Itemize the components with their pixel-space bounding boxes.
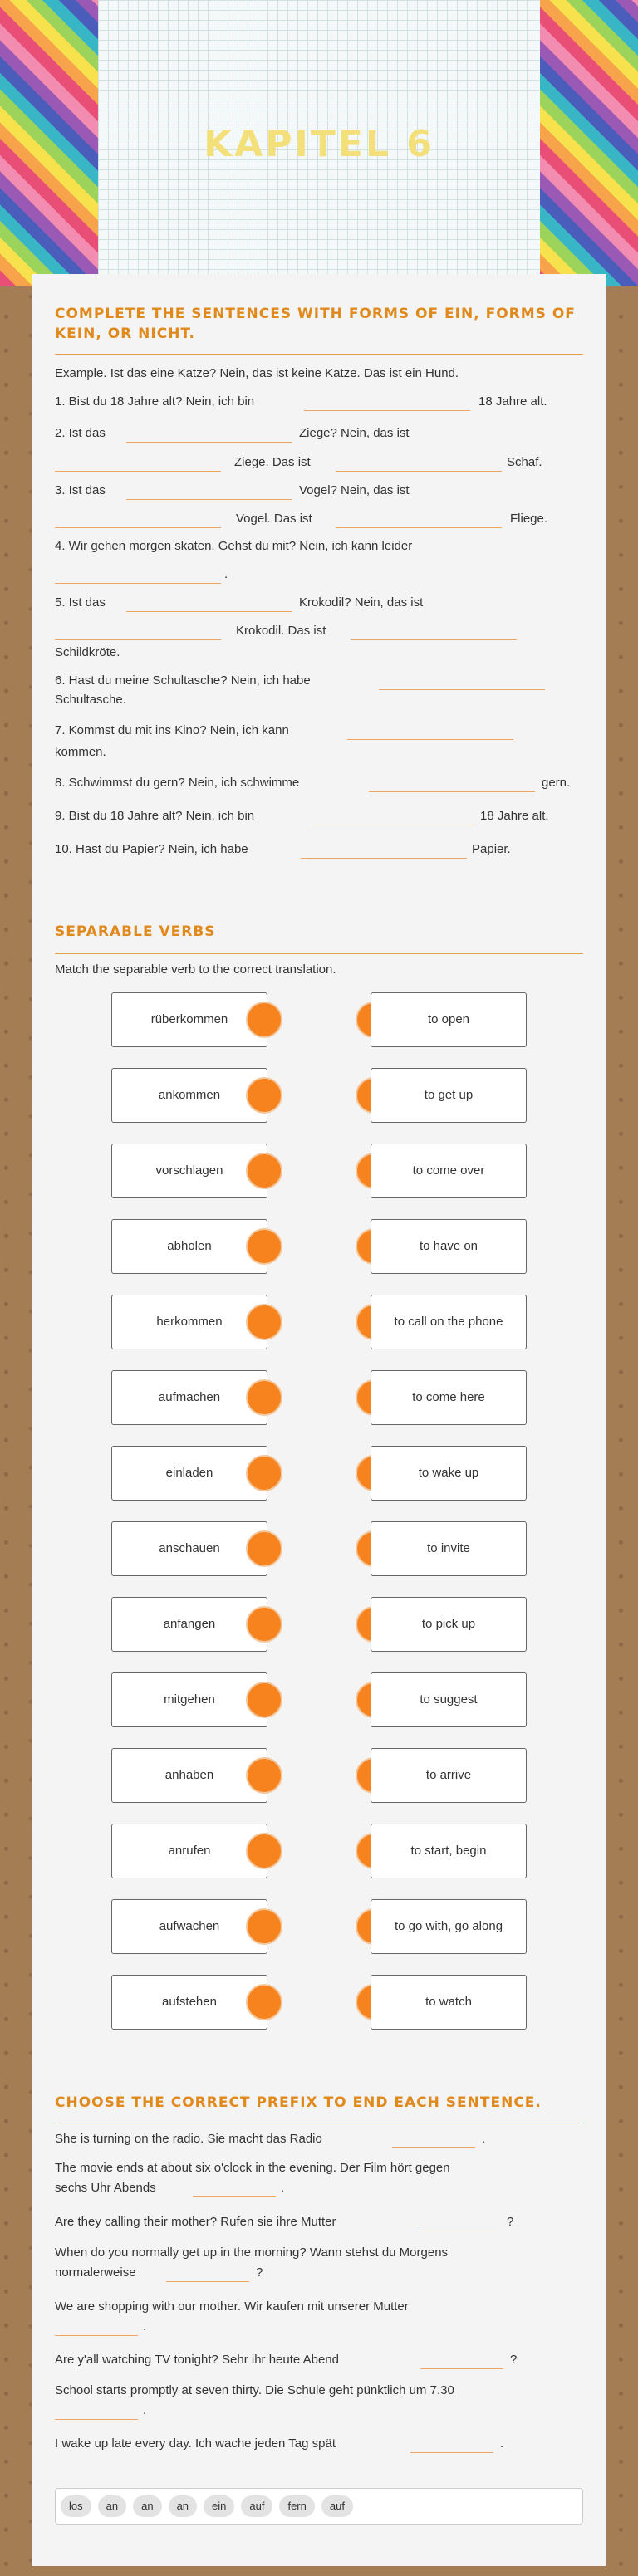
prefix-chip[interactable]: auf <box>241 2495 272 2517</box>
verb-box: abholen <box>111 1219 267 1274</box>
sentence-1-start: 1. Bist du 18 Jahre alt? Nein, ich bin <box>55 394 255 409</box>
sentence-3-end: Fliege. <box>510 512 548 526</box>
q7-drop-zone[interactable] <box>55 2419 138 2420</box>
sentence-5-start: 5. Ist das <box>55 595 106 610</box>
sentence-4-end: . <box>224 567 228 581</box>
sentence-1-end: 18 Jahre alt. <box>478 394 547 409</box>
verb-connector-dot[interactable] <box>246 1530 282 1567</box>
verb-connector-dot[interactable] <box>246 1228 282 1265</box>
blank-5c[interactable] <box>351 639 517 640</box>
section1-rule <box>55 354 583 355</box>
sentence-4-start: 4. Wir gehen morgen skaten. Gehst du mit? Nein, ich kann leider <box>55 539 413 553</box>
q4-text-2: normalerweise <box>55 2265 136 2280</box>
translation-box: to watch <box>371 1975 527 2030</box>
translation-box: to get up <box>371 1068 527 1123</box>
translation-box: to have on <box>371 1219 527 1274</box>
q6-text: Are y'all watching TV tonight? Sehr ihr heute Abend <box>55 2353 339 2367</box>
section2-rule <box>55 953 583 954</box>
blank-3c[interactable] <box>336 527 502 528</box>
blank-10[interactable] <box>301 858 467 859</box>
sentence-5-mid2: Krokodil. Das ist <box>236 624 326 638</box>
verb-connector-dot[interactable] <box>246 1002 282 1038</box>
sentence-7-start: 7. Kommst du mit ins Kino? Nein, ich kann <box>55 723 289 737</box>
section1-heading-line2: KEIN, OR NICHT. <box>55 326 195 342</box>
section2-instruction: Match the separable verb to the correct translation. <box>55 962 336 977</box>
q2-text-2: sechs Uhr Abends <box>55 2181 156 2195</box>
worksheet <box>32 274 606 2566</box>
section1-heading-line1: COMPLETE THE SENTENCES WITH FORMS OF EIN, FORMS OF <box>55 306 576 322</box>
verb-connector-dot[interactable] <box>246 1153 282 1189</box>
sentence-9-end: 18 Jahre alt. <box>480 809 549 823</box>
q2-end: . <box>281 2181 285 2195</box>
translation-box: to arrive <box>371 1748 527 1803</box>
sentence-5-mid: Krokodil? Nein, das ist <box>299 595 424 610</box>
q4-end: ? <box>256 2265 263 2280</box>
translation-box: to wake up <box>371 1446 527 1501</box>
verb-box: anhaben <box>111 1748 267 1803</box>
prefix-chip[interactable]: fern <box>279 2495 314 2517</box>
sentence-8-start: 8. Schwimmst du gern? Nein, ich schwimme <box>55 776 300 790</box>
q1-text: She is turning on the radio. Sie macht das Radio <box>55 2132 322 2146</box>
sentence-3-mid2: Vogel. Das ist <box>236 512 312 526</box>
header-banner <box>0 0 638 286</box>
prefix-word-bank <box>55 2488 583 2525</box>
sentence-2-start: 2. Ist das <box>55 426 106 440</box>
blank-3a[interactable] <box>126 499 292 500</box>
sentence-3-mid: Vogel? Nein, das ist <box>299 483 410 497</box>
sentence-10-start: 10. Hast du Papier? Nein, ich habe <box>55 842 248 856</box>
verb-connector-dot[interactable] <box>246 1455 282 1491</box>
q5-drop-zone[interactable] <box>55 2335 138 2336</box>
chevron-pattern-right <box>540 0 638 286</box>
sentence-8-end: gern. <box>542 776 571 790</box>
section2-heading: SEPARABLE VERBS <box>55 923 216 940</box>
sentence-2-mid: Ziege? Nein, das ist <box>299 426 410 440</box>
sentence-6-end: Schultasche. <box>55 693 126 707</box>
verb-connector-dot[interactable] <box>246 1984 282 2020</box>
q6-drop-zone[interactable] <box>420 2368 503 2369</box>
q4-text: When do you normally get up in the morning? Wann stehst du Morgens <box>55 2245 449 2260</box>
sentence-6-start: 6. Hast du meine Schultasche? Nein, ich habe <box>55 673 311 688</box>
verb-box: aufwachen <box>111 1899 267 1954</box>
verb-box: anrufen <box>111 1824 267 1878</box>
prefix-chip[interactable]: an <box>98 2495 126 2517</box>
section3-heading: CHOOSE THE CORRECT PREFIX TO END EACH SENTENCE. <box>55 2094 542 2111</box>
verb-box: herkommen <box>111 1295 267 1349</box>
verb-connector-dot[interactable] <box>246 1304 282 1340</box>
chevron-pattern-left <box>0 0 98 286</box>
prefix-chip[interactable]: los <box>61 2495 91 2517</box>
example-sentence: Example. Ist das eine Katze? Nein, das ist keine Katze. Das ist ein Hund. <box>55 366 459 380</box>
translation-box: to call on the phone <box>371 1295 527 1349</box>
verb-box: ankommen <box>111 1068 267 1123</box>
q2-drop-zone[interactable] <box>193 2196 276 2197</box>
translation-box: to suggest <box>371 1672 527 1727</box>
verb-box: aufstehen <box>111 1975 267 2030</box>
q5-end: . <box>143 2319 147 2334</box>
translation-box: to invite <box>371 1521 527 1576</box>
q8-end: . <box>500 2436 504 2451</box>
prefix-chip[interactable]: an <box>133 2495 161 2517</box>
translation-box: to start, begin <box>371 1824 527 1878</box>
section1-heading <box>55 304 576 344</box>
q7-text: School starts promptly at seven thirty. Die Schule geht pünktlich um 7.30 <box>55 2383 454 2397</box>
verb-connector-dot[interactable] <box>246 1908 282 1945</box>
blank-1[interactable] <box>304 410 470 411</box>
verb-box: mitgehen <box>111 1672 267 1727</box>
translation-box: to come here <box>371 1370 527 1425</box>
sentence-3-start: 3. Ist das <box>55 483 106 497</box>
q6-end: ? <box>510 2353 518 2367</box>
blank-4[interactable] <box>55 583 221 584</box>
blank-6[interactable] <box>379 689 545 690</box>
verb-box: einladen <box>111 1446 267 1501</box>
verb-connector-dot[interactable] <box>246 1606 282 1643</box>
verb-box: rüberkommen <box>111 992 267 1047</box>
verb-connector-dot[interactable] <box>246 1379 282 1416</box>
q8-text: I wake up late every day. Ich wache jeden Tag spät <box>55 2436 336 2451</box>
translation-box: to open <box>371 992 527 1047</box>
blank-2c[interactable] <box>336 471 502 472</box>
sentence-5-end: Schildkröte. <box>55 645 120 659</box>
q3-text: Are they calling their mother? Rufen sie ihre Mutter <box>55 2215 336 2229</box>
prefix-chip[interactable]: an <box>169 2495 197 2517</box>
verb-connector-dot[interactable] <box>246 1833 282 1869</box>
verb-connector-dot[interactable] <box>246 1077 282 1114</box>
sentence-7-end: kommen. <box>55 745 106 759</box>
sentence-9-start: 9. Bist du 18 Jahre alt? Nein, ich bin <box>55 809 255 823</box>
translation-box: to pick up <box>371 1597 527 1652</box>
verb-box: vorschlagen <box>111 1144 267 1198</box>
sentence-2-end: Schaf. <box>507 455 542 469</box>
q4-drop-zone[interactable] <box>166 2281 249 2282</box>
blank-2a[interactable] <box>126 442 292 443</box>
verb-connector-dot[interactable] <box>246 1757 282 1794</box>
blank-7[interactable] <box>347 739 513 740</box>
page-title: KAPITEL 6 <box>204 123 434 165</box>
verb-box: anschauen <box>111 1521 267 1576</box>
prefix-chip[interactable]: ein <box>204 2495 234 2517</box>
q1-end: . <box>482 2132 486 2146</box>
blank-5b[interactable] <box>55 639 221 640</box>
prefix-chip[interactable]: auf <box>321 2495 353 2517</box>
verb-connector-dot[interactable] <box>246 1682 282 1718</box>
blank-8[interactable] <box>369 791 535 792</box>
q7-end: . <box>143 2403 147 2417</box>
q8-drop-zone[interactable] <box>410 2452 493 2453</box>
verb-box: anfangen <box>111 1597 267 1652</box>
sentence-2-mid2: Ziege. Das ist <box>234 455 311 469</box>
blank-3b[interactable] <box>55 527 221 528</box>
blank-2b[interactable] <box>55 471 221 472</box>
q3-end: ? <box>507 2215 514 2229</box>
q2-text: The movie ends at about six o'clock in the evening. Der Film hört gegen <box>55 2161 450 2175</box>
translation-box: to come over <box>371 1144 527 1198</box>
q5-text: We are shopping with our mother. Wir kaufen mit unserer Mutter <box>55 2299 409 2314</box>
q1-drop-zone[interactable] <box>392 2147 475 2148</box>
sentence-10-end: Papier. <box>472 842 511 856</box>
verb-box: aufmachen <box>111 1370 267 1425</box>
blank-5a[interactable] <box>126 611 292 612</box>
translation-box: to go with, go along <box>371 1899 527 1954</box>
